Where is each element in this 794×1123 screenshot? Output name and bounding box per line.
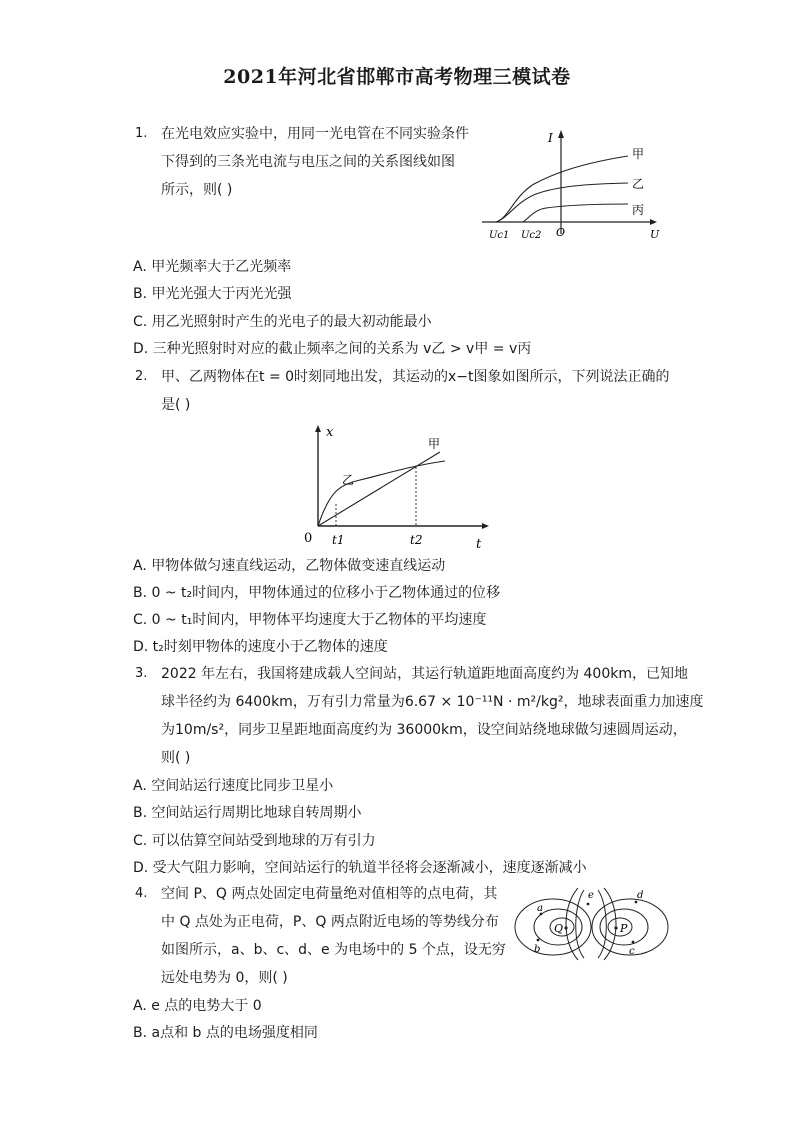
q1-y-arrow xyxy=(558,130,564,138)
q4-point-p-dot xyxy=(614,926,617,929)
q1-photoelectric-graph xyxy=(478,124,668,246)
q2-x-arrow xyxy=(482,523,489,529)
q2-curve-yi xyxy=(318,461,445,526)
q4-label-e: e xyxy=(588,890,594,901)
q1-uc2-label: Uc2 xyxy=(521,230,542,241)
q1-y-label: I xyxy=(548,131,553,145)
q4-point-q-dot xyxy=(564,926,567,929)
q1-line-1: 在光电效应实验中，用同一光电管在不同实验条件 xyxy=(161,126,469,142)
q2-y-arrow xyxy=(315,425,321,432)
q2-origin-label: 0 xyxy=(304,531,313,546)
q4-label-d: d xyxy=(637,890,644,901)
q3-option-b: B. 空间站运行周期比地球自转周期小 xyxy=(133,805,362,821)
q2-line-jia xyxy=(318,452,440,526)
q2-label-jia: 甲 xyxy=(428,437,441,451)
q1-label-jia: 甲 xyxy=(632,147,645,161)
q4-label-a: a xyxy=(537,903,543,914)
q1-curve-yi xyxy=(496,183,628,222)
q1-uc1-label: Uc1 xyxy=(489,230,510,241)
page-title: 2021年河北省邯郸市高考物理三模试卷 xyxy=(223,66,571,88)
q1-line-3: 所示，则( ) xyxy=(161,182,233,198)
q2-option-d: D. t₂时刻甲物体的速度小于乙物体的速度 xyxy=(133,639,388,655)
q2-xt-graph xyxy=(300,420,490,552)
q3-option-a: A. 空间站运行速度比同步卫星小 xyxy=(133,778,334,794)
q1-label-bing: 丙 xyxy=(632,203,645,217)
q2-y-label: x xyxy=(326,425,334,440)
q1-option-c: C. 用乙光照射时产生的光电子的最大初动能最小 xyxy=(133,314,432,330)
q2-label-yi: 乙 xyxy=(342,473,355,487)
q2-line-1: 甲、乙两物体在t = 0时刻同地出发，其运动的x−t图象如图所示，下列说法正确的 xyxy=(161,369,670,385)
q1-curve-bing xyxy=(523,204,628,222)
q1-curve-jia xyxy=(496,156,628,222)
q4-point-e-dot xyxy=(587,903,590,906)
q1-option-a: A. 甲光频率大于乙光频率 xyxy=(133,259,292,275)
q4-label-q: Q xyxy=(554,922,564,935)
q1-option-b: B. 甲光光强大于丙光光强 xyxy=(133,286,292,302)
q1-label-yi: 乙 xyxy=(632,177,645,191)
q4-point-d-dot xyxy=(635,901,638,904)
q2-t2-label: t2 xyxy=(410,533,423,547)
q4-left-outer-loop xyxy=(515,899,591,955)
q4-number: 4. xyxy=(135,886,148,901)
q2-x-label: t xyxy=(476,537,482,552)
q4-option-a: A. e 点的电势大于 0 xyxy=(133,998,262,1014)
q3-line-2: 球半径约为 6400km，万有引力常量为6.67 × 10⁻¹¹N · m²/kg²，地球表面重力加速度 xyxy=(161,694,704,710)
q1-number: 1. xyxy=(135,126,148,141)
q4-point-c-dot xyxy=(632,941,635,944)
q3-option-c: C. 可以估算空间站受到地球的万有引力 xyxy=(133,833,376,849)
q1-x-label: U xyxy=(650,228,660,241)
q3-line-1: 2022 年左右，我国将建成载人空间站，其运行轨道距地面高度约为 400km，已知地 xyxy=(161,666,688,682)
q4-equipotential-diagram xyxy=(508,884,678,964)
q1-option-d: D. 三种光照射时对应的截止频率之间的关系为 v乙 > v甲 = v丙 xyxy=(133,341,532,357)
q4-label-p: P xyxy=(620,922,628,935)
q4-line-1: 空间 P、Q 两点处固定电荷量绝对值相等的点电荷，其 xyxy=(161,886,498,902)
q4-line-3: 如图所示，a、b、c、d、e 为电场中的 5 个点，设无穷 xyxy=(161,942,506,958)
q2-line-2: 是( ) xyxy=(161,397,191,413)
q1-x-arrow xyxy=(650,219,657,225)
q3-line-3: 为10m/s²，同步卫星距地面高度约为 36000km，设空间站绕地球做匀速圆周运动， xyxy=(161,722,687,738)
q4-point-b-dot xyxy=(537,939,540,942)
q4-line-2: 中 Q 点处为正电荷，P、Q 两点附近电场的等势线分布 xyxy=(161,914,499,930)
q1-origin-label: O xyxy=(556,226,566,239)
q4-label-c: c xyxy=(629,946,635,957)
q2-option-c: C. 0 ~ t₁时间内，甲物体平均速度大于乙物体的平均速度 xyxy=(133,612,487,628)
q2-option-a: A. 甲物体做匀速直线运动，乙物体做变速直线运动 xyxy=(133,558,446,574)
q2-t1-label: t1 xyxy=(332,533,345,547)
q3-number: 3. xyxy=(135,666,148,681)
q4-line-4: 远处电势为 0，则( ) xyxy=(161,970,288,986)
q1-line-2: 下得到的三条光电流与电压之间的关系图线如图 xyxy=(161,154,455,170)
q2-option-b: B. 0 ~ t₂时间内，甲物体通过的位移小于乙物体通过的位移 xyxy=(133,585,501,601)
q3-option-d: D. 受大气阻力影响，空间站运行的轨道半径将会逐渐减小，速度逐渐减小 xyxy=(133,860,587,876)
q2-number: 2. xyxy=(135,369,148,384)
q4-label-b: b xyxy=(534,944,541,955)
q4-option-b: B. a点和 b 点的电场强度相同 xyxy=(133,1025,318,1041)
q3-line-4: 则( ) xyxy=(161,750,191,766)
